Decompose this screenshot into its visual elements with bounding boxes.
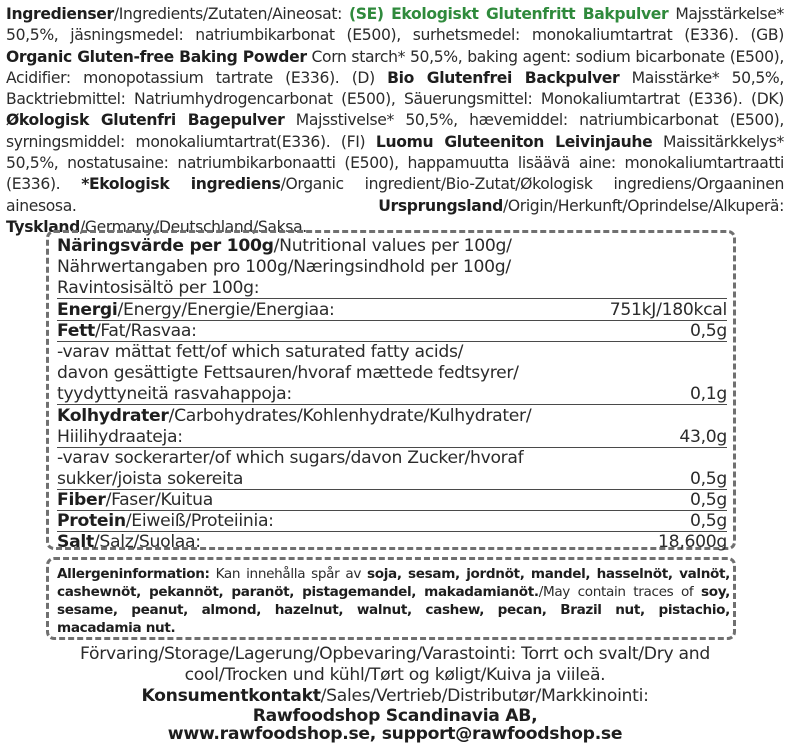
nutrition-row-energy — [57, 300, 727, 322]
ingredients-label-translations: /Ingredients/Zutaten/Aineosat: — [113, 5, 349, 23]
saturated-label-line-1: -varav mättat fett/of which saturated fatty acids/ — [57, 342, 464, 362]
allergen-se-list: soja, sesam, jordnöt, mandel, hasselnöt, valnöt, cashewnöt, pekannöt, paranöt, pistagemandel, makadamianöt. — [57, 566, 730, 600]
product-title-gb: Organic Gluten-free Baking Powder — [6, 47, 307, 66]
ingredients-text-fi: Maissitärkkelys* 50,5%, nostatusaine: natriumbikarbonaatti (E500), happamuutta lisäävä aine: monokaliumtartraatti (E336). — [6, 132, 784, 194]
origin-label: Ursprungsland — [378, 196, 503, 215]
energy-label-bold: Energi — [57, 300, 118, 320]
nutrition-header-line-2-text: Nährwertangaben pro 100g/Næringsindhold per 100g/ — [57, 257, 511, 277]
protein-value: 0,5g — [689, 511, 727, 531]
nutrition-row-sugars-line-2 — [57, 469, 727, 491]
consumer-contact-translations: /Sales/Vertrieb/Distributør/Markkinointi: — [320, 686, 649, 706]
salt-label-rest: /Salz/Suolaa: — [93, 532, 201, 552]
carbs-label-line-2: Hiilihydraateja: — [57, 427, 183, 447]
storage-line-1: Förvaring/Storage/Lagerung/Opbevaring/Varastointi: Torrt och svalt/Dry and — [80, 644, 710, 664]
fiber-value: 0,5g — [689, 490, 727, 510]
fat-value: 0,5g — [689, 321, 727, 341]
saturated-value: 0,1g — [689, 384, 727, 404]
fiber-label-bold: Fiber — [57, 490, 106, 510]
fiber-label — [57, 490, 213, 512]
nutrition-row-salt — [57, 532, 727, 554]
nutrition-header-line-3 — [57, 278, 727, 300]
energy-label-rest: /Energy/Energie/Energiaa: — [117, 300, 335, 320]
nutrition-header-line-1 — [57, 236, 727, 258]
sugars-value: 0,5g — [689, 469, 727, 489]
nutrition-header-bold: Näringsvärde per 100g — [57, 236, 274, 256]
nutrition-row-protein — [57, 511, 727, 533]
fat-label-bold: Fett — [57, 321, 95, 341]
saturated-label-line-3: tyydyttyneitä rasvahappoja: — [57, 384, 292, 404]
nutrition-row-saturated-line-1 — [57, 342, 727, 364]
nutrition-header-line-2 — [57, 257, 727, 279]
allergen-information — [57, 565, 730, 637]
ingredients-text-de: Maisstärke* 50,5%, Backtriebmittel: Natriumhydrogencarbonat (E500), Säuerungsmittel: Monokaliumtartrat (E336). (DK) — [6, 68, 785, 109]
allergen-en-list: soy, sesame, peanut, almond, hazelnut, walnut, cashew, pecan, Brazil nut, pistachio, macadamia nut. — [57, 584, 730, 636]
energy-label — [57, 300, 335, 322]
salt-label — [57, 532, 201, 554]
ingredients-text-gb: Corn starch* 50,5%, baking agent: sodium bicarbonate (E500), Acidifier: monopotassium tartrate (E336). (D) — [6, 47, 784, 87]
energy-value: 751kJ/180kcal — [609, 300, 727, 320]
consumer-contact-label: Konsumentkontakt — [141, 686, 321, 706]
ingredients-text-se: Majsstärkelse* 50,5%, jäsningsmedel: natriumbikarbonat (E500), surhetsmedel: monokaliumtartrat (E336). (GB) — [6, 5, 785, 45]
nutrition-header-rest: /Nutritional values per 100g/ — [273, 236, 512, 256]
carbs-value: 43,0g — [679, 427, 727, 447]
nutrition-row-saturated-line-3 — [57, 384, 727, 406]
organic-note-text: /Organic ingredient/Bio-Zutat/Økologisk ingrediens/Orgaaninen ainesosa. — [6, 175, 784, 215]
allergen-se-prefix: Kan innehålla spår av — [209, 566, 367, 582]
sugars-label-line-1: -varav sockerarter/of which sugars/davon Zucker/hvoraf — [57, 448, 524, 468]
product-title-de: Bio Glutenfrei Backpulver — [387, 68, 620, 87]
organic-note-label: *Ekologisk ingrediens — [81, 175, 281, 194]
protein-label — [57, 511, 274, 533]
row-divider — [57, 298, 727, 299]
nutrition-row-carbs-line-2 — [57, 427, 727, 449]
consumer-contact — [0, 686, 790, 707]
carbs-label-bold: Kolhydrater — [57, 406, 169, 426]
carbs-label-rest: /Carbohydrates/Kohlenhydrate/Kulhydrater/ — [168, 406, 532, 426]
allergen-en-prefix: /May contain traces of — [538, 584, 701, 600]
product-title-se: (SE) Ekologiskt Glutenfritt Bakpulver — [348, 5, 669, 23]
row-divider — [57, 404, 727, 405]
protein-label-rest: /Eiweiß/Proteiinia: — [125, 511, 274, 531]
storage-line-2: cool/Trocken und kühl/Tørt og køligt/Kuiva ja viileä. — [184, 665, 606, 685]
nutrition-row-saturated-line-2 — [57, 363, 727, 385]
salt-value: 18,600g — [658, 532, 727, 552]
fat-label — [57, 321, 197, 343]
fiber-label-rest: /Faser/Kuitua — [105, 490, 213, 510]
nutrition-row-fat — [57, 321, 727, 343]
origin-country: Tyskland — [6, 217, 80, 236]
origin-country-translations: /Germany/Deutschland/Saksa. — [79, 217, 307, 236]
product-title-dk: Økologisk Glutenfri Bagepulver — [6, 111, 285, 130]
nutrition-row-sugars-line-1 — [57, 448, 727, 470]
protein-label-bold: Protein — [57, 511, 126, 531]
company-web-email — [0, 724, 790, 745]
nutrition-header-line-3-text: Ravintosisältö per 100g: — [57, 278, 260, 298]
fat-label-rest: /Fat/Rasvaa: — [94, 321, 197, 341]
product-title-fi: Luomu Gluteeniton Leivinjauhe — [375, 132, 653, 151]
saturated-label-line-2: davon gesättigte Fettsauren/hvoraf mættede fedtsyrer/ — [57, 363, 519, 383]
allergen-label: Allergeninformation: — [57, 566, 210, 582]
nutrition-row-fiber — [57, 490, 727, 512]
sugars-label-line-2: sukker/joista sokereita — [57, 469, 244, 489]
company-name-text: Rawfoodshop Scandinavia AB, — [252, 706, 538, 726]
ingredients-paragraph — [6, 4, 784, 238]
nutrition-row-carbs-line-1 — [57, 406, 727, 428]
carbs-label — [57, 406, 531, 428]
ingredients-label: Ingredienser — [6, 5, 114, 23]
ingredients-text-dk: Majsstivelse* 50,5%, hævemiddel: natriumbicarbonat (E500), syrningsmiddel: monokaliumtartrat(E336). (FI) — [6, 111, 784, 151]
nutrition-header-text — [57, 236, 512, 258]
origin-translations: /Origin/Herkunft/Oprindelse/Alkuperä: — [502, 196, 784, 215]
salt-label-bold: Salt — [57, 532, 94, 552]
company-web-email-text: www.rawfoodshop.se, support@rawfoodshop.se — [167, 724, 623, 744]
